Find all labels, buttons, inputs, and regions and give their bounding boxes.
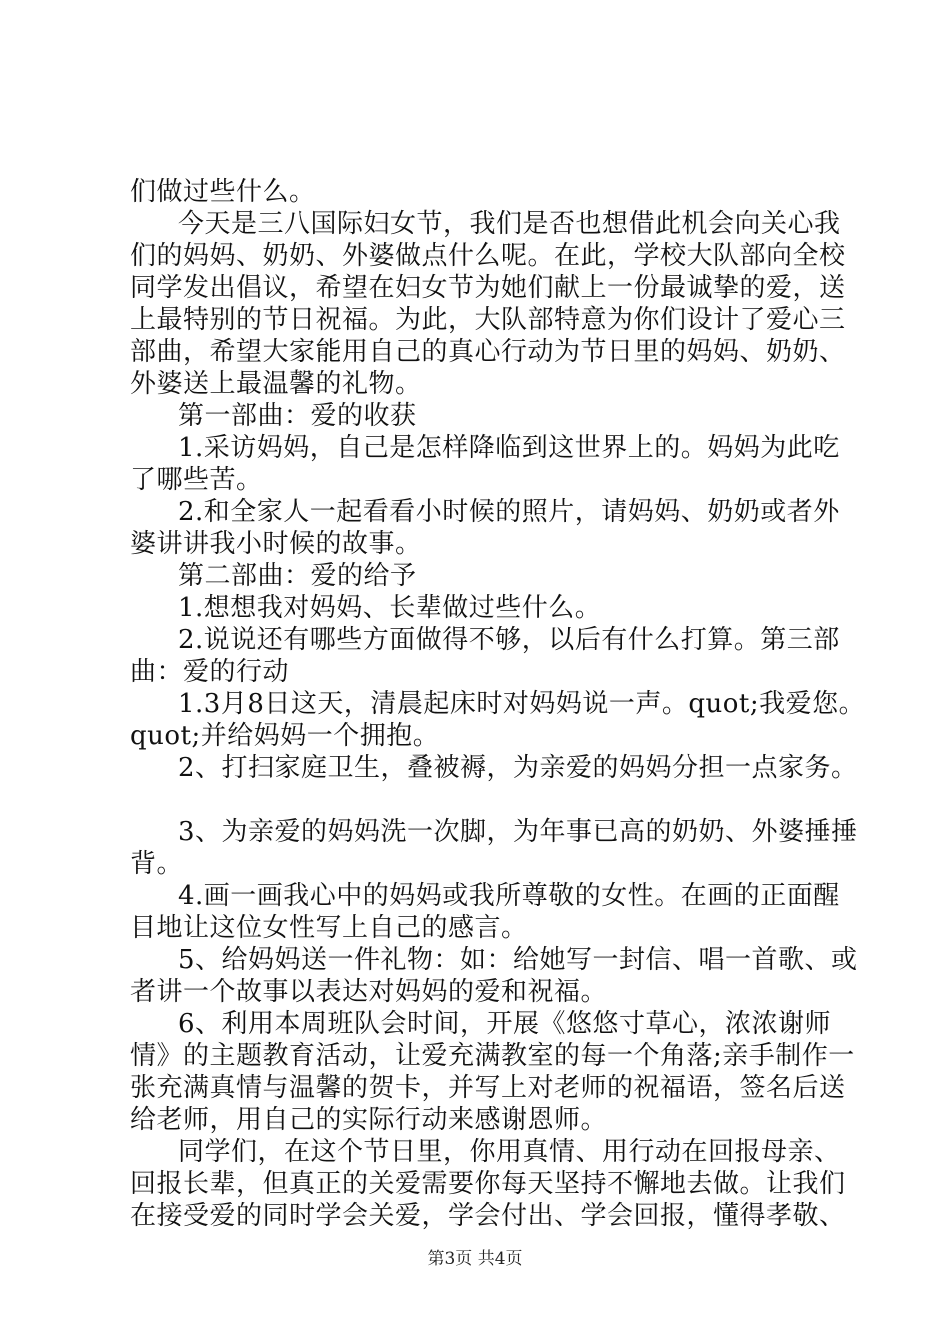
- text-line: 5、给妈妈送一件礼物：如：给她写一封信、唱一首歌、或: [178, 945, 858, 975]
- section-heading: 第二部曲：爱的给予: [178, 561, 417, 591]
- text-line: 同学们，在这个节日里，你用真情、用行动在回报母亲、: [178, 1137, 841, 1167]
- text-line: 2.和全家人一起看看小时候的照片，请妈妈、奶奶或者外: [178, 497, 840, 527]
- text-line: 1.采访妈妈，自己是怎样降临到这世界上的。妈妈为此吃: [178, 433, 840, 463]
- text-line: 目地让这位女性写上自己的感言。: [130, 913, 528, 943]
- text-line: 6、利用本周班队会时间，开展《悠悠寸草心，浓浓谢师: [178, 1009, 832, 1039]
- text-line: 在接受爱的同时学会关爱，学会付出、学会回报，懂得孝敬、: [130, 1201, 846, 1231]
- text-line: 今天是三八国际妇女节，我们是否也想借此机会向关心我: [178, 209, 841, 239]
- text-line: quot;并给妈妈一个拥抱。: [130, 721, 440, 751]
- text-line: 者讲一个故事以表达对妈妈的爱和祝福。: [130, 977, 608, 1007]
- text-line: 上最特别的节日祝福。为此，大队部特意为你们设计了爱心三: [130, 305, 846, 335]
- text-line: 2.说说还有哪些方面做得不够，以后有什么打算。第三部: [178, 625, 840, 655]
- page-number-footer: 第3页 共4页: [427, 1249, 523, 1269]
- text-line: 情》的主题教育活动，让爱充满教室的每一个角落;亲手制作一: [130, 1041, 855, 1071]
- text-line: 了哪些苦。: [130, 465, 263, 495]
- text-line: 回报长辈，但真正的关爱需要你每天坚持不懈地去做。让我们: [130, 1169, 846, 1199]
- text-line: 1.3月8日这天，清晨起床时对妈妈说一声。quot;我爱您。: [178, 689, 866, 719]
- text-line: 1.想想我对妈妈、长辈做过些什么。: [178, 593, 602, 623]
- text-line: 部曲，希望大家能用自己的真心行动为节日里的妈妈、奶奶、: [130, 337, 846, 367]
- text-line: 们做过些什么。: [130, 177, 316, 207]
- text-line: 婆讲讲我小时候的故事。: [130, 529, 422, 559]
- text-line: 背。: [130, 849, 184, 879]
- text-line: 2、打扫家庭卫生，叠被褥，为亲爱的妈妈分担一点家务。: [178, 753, 858, 783]
- text-line: 曲：爱的行动: [130, 657, 290, 687]
- section-heading: 第一部曲：爱的收获: [178, 401, 417, 431]
- text-line: 们的妈妈、奶奶、外婆做点什么呢。在此，学校大队部向全校: [130, 241, 846, 271]
- text-line: 给老师，用自己的实际行动来感谢恩师。: [130, 1105, 608, 1135]
- text-line: 4.画一画我心中的妈妈或我所尊敬的女性。在画的正面醒: [178, 881, 840, 911]
- text-line: 外婆送上最温馨的礼物。: [130, 369, 422, 399]
- text-line: 同学发出倡议，希望在妇女节为她们献上一份最诚挚的爱，送: [130, 273, 846, 303]
- text-line: 3、为亲爱的妈妈洗一次脚，为年事已高的奶奶、外婆捶捶: [178, 817, 858, 847]
- text-line: 张充满真情与温馨的贺卡，并写上对老师的祝福语，签名后送: [130, 1073, 846, 1103]
